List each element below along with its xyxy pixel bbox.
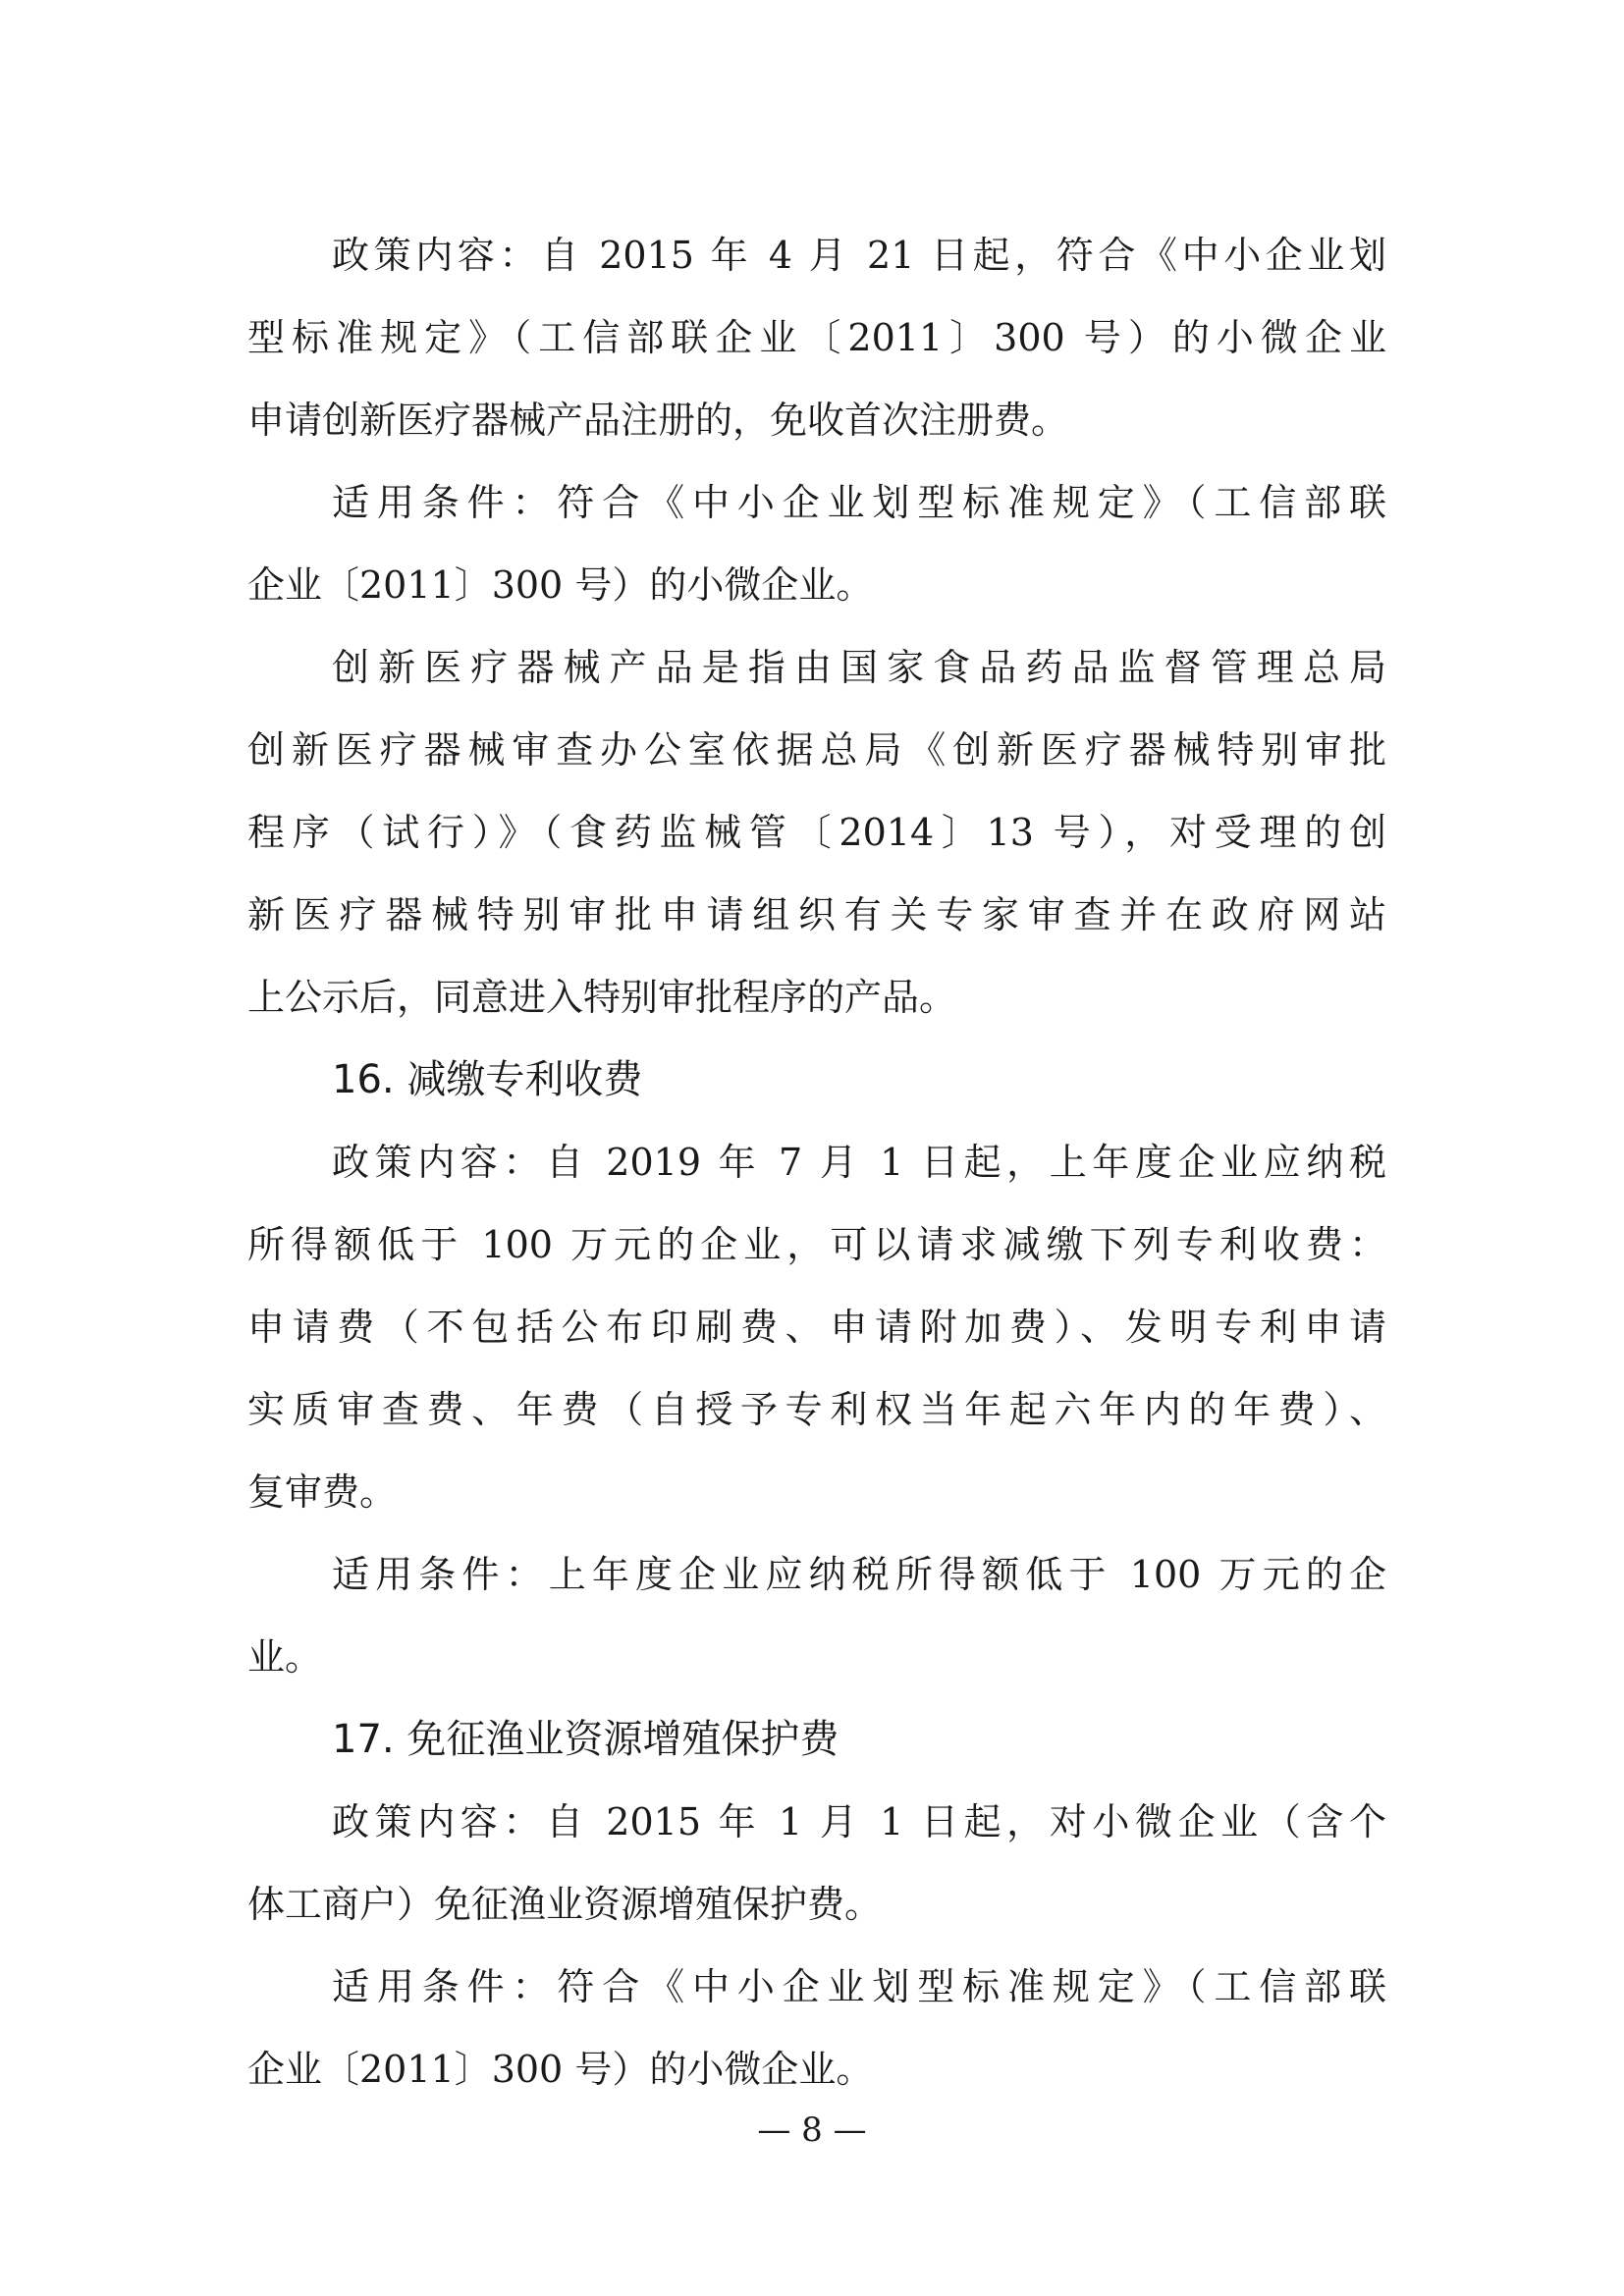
- text-line: 所得额低于 100 万元的企业，可以请求减缴下列专利收费：: [247, 1223, 1386, 1266]
- text-line: 政策内容：自 2015 年 4 月 21 日起，符合《中小企业划: [332, 234, 1386, 277]
- paragraph-policy-content-fishery-fee: [247, 1781, 1386, 1946]
- text-line: 申请创新医疗器械产品注册的，免收首次注册费。: [247, 399, 1069, 442]
- text-line: 政策内容：自 2015 年 1 月 1 日起，对小微企业（含个: [332, 1800, 1386, 1843]
- section-heading-16: 16. 减缴专利收费: [332, 1057, 643, 1102]
- text-line: 政策内容：自 2019 年 7 月 1 日起，上年度企业应纳税: [332, 1141, 1386, 1184]
- page-number: — 8 —: [757, 2110, 867, 2150]
- paragraph-policy-content-medical-device: [247, 214, 1386, 461]
- text-line: 新医疗器械特别审批申请组织有关专家审查并在政府网站: [247, 893, 1386, 936]
- text-line: 企业〔2011〕300 号）的小微企业。: [247, 2048, 874, 2091]
- text-line: 上公示后，同意进入特别审批程序的产品。: [247, 976, 957, 1019]
- section-heading-17: 17. 免征渔业资源增殖保护费: [332, 1717, 839, 1762]
- paragraph-applicable-conditions-fishery-fee: [247, 1946, 1386, 2110]
- paragraph-policy-content-patent-fees: [247, 1121, 1386, 1533]
- text-line: 复审费。: [247, 1470, 398, 1514]
- paragraph-innovative-device-definition: [247, 626, 1386, 1039]
- text-line: 申请费（不包括公布印刷费、申请附加费）、发明专利申请: [247, 1306, 1386, 1349]
- text-line: 创新医疗器械审查办公室依据总局《创新医疗器械特别审批: [247, 728, 1386, 772]
- text-line: 企业〔2011〕300 号）的小微企业。: [247, 563, 874, 607]
- document-body: [247, 214, 1386, 2110]
- text-line: 创新医疗器械产品是指由国家食品药品监督管理总局: [332, 646, 1386, 689]
- text-line: 适用条件：上年度企业应纳税所得额低于 100 万元的企: [332, 1553, 1386, 1596]
- text-line: 型标准规定》（工信部联企业〔2011〕300 号）的小微企业: [247, 316, 1386, 359]
- text-line: 实质审查费、年费（自授予专利权当年起六年内的年费）、: [247, 1388, 1386, 1431]
- text-line: 体工商户）免征渔业资源增殖保护费。: [247, 1883, 883, 1926]
- paragraph-applicable-conditions-medical-device: [247, 461, 1386, 626]
- text-line: 适用条件：符合《中小企业划型标准规定》（工信部联: [332, 481, 1386, 524]
- text-line: 业。: [247, 1635, 323, 1679]
- text-line: 适用条件：符合《中小企业划型标准规定》（工信部联: [332, 1965, 1386, 2008]
- text-line: 程序（试行）》（食药监械管〔2014〕13 号），对受理的创: [247, 811, 1386, 854]
- paragraph-applicable-conditions-patent-fees: [247, 1533, 1386, 1698]
